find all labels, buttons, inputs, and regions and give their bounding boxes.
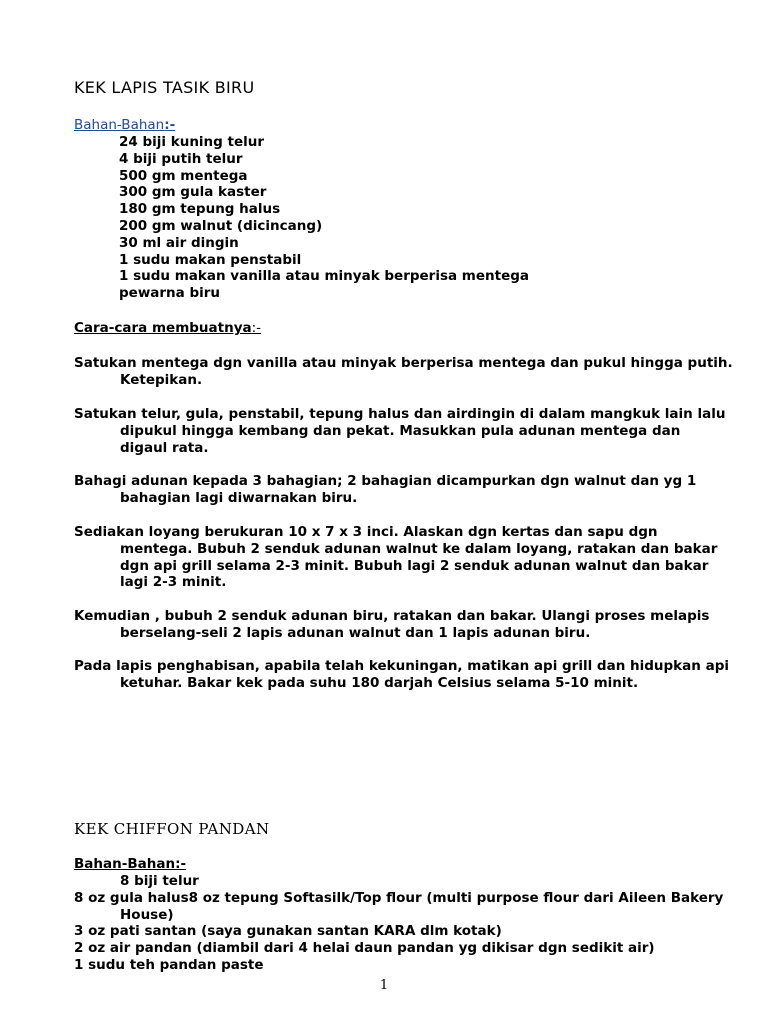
step-line: Pada lapis penghabisan, apabila telah kekuningan, matikan api grill dan hidupkan api bbox=[74, 658, 729, 674]
step-line: berselang-seli 2 lapis adunan walnut dan 1 lapis adunan biru. bbox=[120, 624, 591, 641]
step-line: Ketepikan. bbox=[120, 371, 203, 388]
recipe-2-ingredients-label: Bahan-Bahan:- bbox=[74, 856, 187, 872]
step-line: dipukul hingga kembang dan pekat. Masukkan pula adunan mentega dan bbox=[120, 422, 681, 439]
method-step-5 bbox=[74, 608, 714, 642]
ingredient-item: 200 gm walnut (dicincang) bbox=[119, 217, 323, 234]
ingredient-line: House) bbox=[120, 906, 174, 923]
step-line: Sediakan loyang berukuran 10 x 7 x 3 inci. Alaskan dgn kertas dan sapu dgn bbox=[74, 524, 658, 540]
ingredient-line: 8 oz gula halus8 oz tepung Softasilk/Top flour (multi purpose flour dari Aileen Bakery bbox=[74, 889, 724, 906]
method-label-text: Cara-cara membuatnya bbox=[74, 320, 252, 336]
ingredients-label-separator: :- bbox=[164, 117, 176, 133]
recipe-1-title: KEK LAPIS TASIK BIRU bbox=[74, 78, 255, 97]
method-step-4 bbox=[74, 524, 718, 591]
ingredient-item: 4 biji putih telur bbox=[119, 150, 243, 167]
step-line: Bahagi adunan kepada 3 bahagian; 2 bahagian dicampurkan dgn walnut dan yg 1 bbox=[74, 473, 697, 489]
ingredients-label-text: Bahan-Bahan bbox=[74, 117, 165, 133]
ingredient-line: 1 sudu teh pandan paste bbox=[74, 956, 264, 973]
ingredient-line: 8 biji telur bbox=[120, 873, 199, 889]
ingredient-item: 1 sudu makan vanilla atau minyak berperisa mentega bbox=[119, 268, 530, 285]
method-step-2 bbox=[74, 406, 726, 456]
ingredient-item: 300 gm gula kaster bbox=[119, 184, 267, 201]
page-number: 1 bbox=[379, 978, 389, 993]
method-label-separator: :- bbox=[251, 320, 262, 336]
recipe-2-title: KEK CHIFFON PANDAN bbox=[74, 820, 270, 838]
step-line: lagi 2-3 minit. bbox=[120, 574, 227, 591]
step-line: dgn api grill selama 2-3 minit. Bubuh lagi 2 senduk adunan walnut dan bakar bbox=[120, 557, 709, 574]
method-step-6 bbox=[74, 658, 729, 692]
recipe-2-ingredient-list bbox=[74, 873, 723, 974]
ingredient-item: 500 gm mentega bbox=[119, 167, 248, 184]
ingredient-item: 180 gm tepung halus bbox=[119, 201, 281, 218]
recipe-1-ingredients-label bbox=[74, 117, 175, 133]
recipe-1-ingredient-list bbox=[119, 134, 529, 302]
method-step-3 bbox=[74, 473, 714, 507]
recipe-1-method-label bbox=[74, 320, 261, 336]
method-step-1 bbox=[74, 355, 733, 389]
ingredient-item: 1 sudu makan penstabil bbox=[119, 251, 302, 268]
step-line: digaul rata. bbox=[120, 439, 209, 456]
step-line: bahagian lagi diwarnakan biru. bbox=[120, 489, 358, 506]
step-line: Satukan telur, gula, penstabil, tepung halus dan airdingin di dalam mangkuk lain lalu bbox=[74, 406, 726, 422]
ingredient-item: pewarna biru bbox=[119, 285, 221, 302]
ingredient-line: 2 oz air pandan (diambil dari 4 helai daun pandan yg dikisar dgn sedikit air) bbox=[74, 940, 655, 957]
ingredient-item: 24 biji kuning telur bbox=[119, 134, 265, 150]
step-line: Kemudian , bubuh 2 senduk adunan biru, ratakan dan bakar. Ulangi proses melapis bbox=[74, 608, 710, 624]
step-line: mentega. Bubuh 2 senduk adunan walnut ke dalam loyang, ratakan dan bakar bbox=[120, 540, 718, 557]
step-line: ketuhar. Bakar kek pada suhu 180 darjah Celsius selama 5-10 minit. bbox=[120, 674, 639, 691]
ingredient-item: 30 ml air dingin bbox=[119, 234, 239, 251]
ingredient-line: 3 oz pati santan (saya gunakan santan KARA dlm kotak) bbox=[74, 923, 502, 940]
step-line: Satukan mentega dgn vanilla atau minyak berperisa mentega dan pukul hingga putih. bbox=[74, 355, 733, 371]
